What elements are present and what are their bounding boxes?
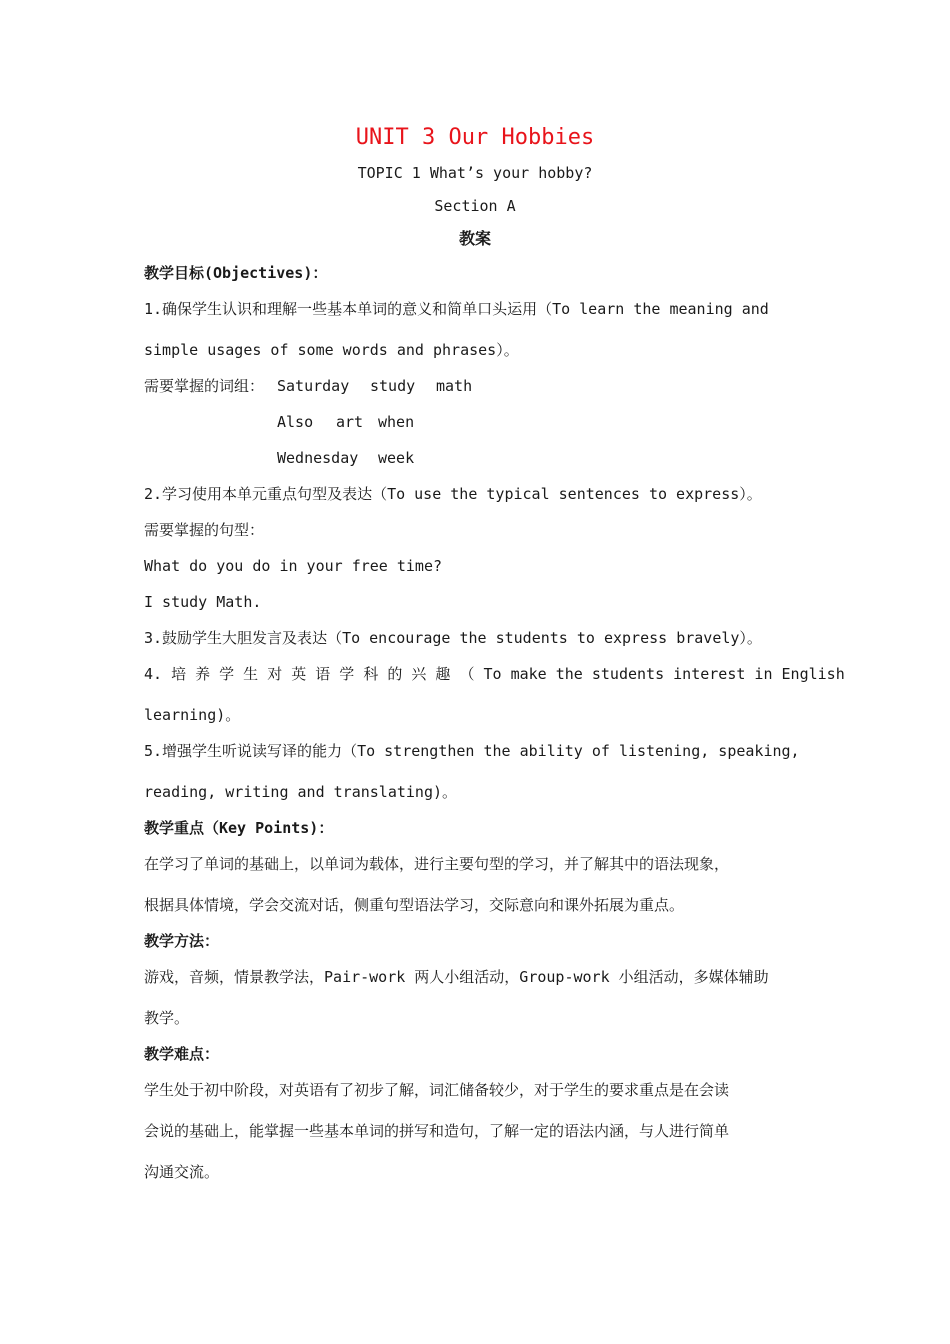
lesson-plan-label: 教案 xyxy=(458,229,491,248)
objective-5-line-2: reading, writing and translating)。 xyxy=(144,783,458,801)
key-points-heading: 教学重点（Key Points)： xyxy=(144,819,334,837)
objective-2: 2.学习使用本单元重点句型及表达（To use the typical sentences to express）。 xyxy=(144,485,762,503)
vocab-word: Wednesday xyxy=(277,449,359,467)
difficulties-line-1: 学生处于初中阶段，对英语有了初步了解，词汇储备较少，对于学生的要求重点是在会读 xyxy=(144,1081,730,1099)
objective-1-line-1: 1.确保学生认识和理解一些基本单词的意义和简单口头运用（To learn the meaning and xyxy=(144,300,769,318)
vocab-word: study xyxy=(370,377,416,395)
difficulties-line-2: 会说的基础上，能掌握一些基本单词的拼写和造句，了解一定的语法内涵，与人进行简单 xyxy=(144,1122,730,1140)
topic-title: TOPIC 1 What’s your hobby? xyxy=(357,164,593,182)
objective-4-line-1: 4. 培 养 学 生 对 英 语 学 科 的 兴 趣 （ To make the students interest in English xyxy=(144,665,845,683)
vocab-word: when xyxy=(378,413,415,431)
key-points-line-1: 在学习了单词的基础上，以单词为载体，进行主要句型的学习，并了解其中的语法现象， xyxy=(144,855,730,873)
vocab-word: Also xyxy=(277,413,314,431)
objective-5-line-1: 5.增强学生听说读写译的能力（To strengthen the ability of listening, speaking, xyxy=(144,742,800,760)
vocab-word: art xyxy=(336,413,364,431)
vocab-label: 需要掌握的词组： xyxy=(144,377,265,395)
unit-title: UNIT 3 Our Hobbies xyxy=(355,125,595,150)
vocab-word: Saturday xyxy=(277,377,350,395)
methods-line-1: 游戏，音频，情景教学法，Pair-work 两人小组活动，Group-work 小组活动，多媒体辅助 xyxy=(144,968,769,986)
sentence-1: What do you do in your free time? xyxy=(144,557,443,575)
vocab-word: math xyxy=(436,377,473,395)
objectives-heading: 教学目标(Objectives)： xyxy=(144,264,328,282)
sentence-2: I study Math. xyxy=(144,593,262,611)
objective-4-line-2: learning)。 xyxy=(144,706,241,724)
key-points-line-2: 根据具体情境，学会交流对话，侧重句型语法学习，交际意向和课外拓展为重点。 xyxy=(144,896,685,914)
difficulties-heading: 教学难点： xyxy=(144,1045,220,1063)
sentence-label: 需要掌握的句型： xyxy=(144,521,265,539)
section-title: Section A xyxy=(434,197,516,215)
objective-1-line-2: simple usages of some words and phrases）。 xyxy=(144,341,519,359)
methods-heading: 教学方法： xyxy=(144,932,220,950)
difficulties-line-3: 沟通交流。 xyxy=(144,1163,220,1181)
objective-3: 3.鼓励学生大胆发言及表达（To encourage the students to express bravely）。 xyxy=(144,629,762,647)
methods-line-2: 教学。 xyxy=(144,1009,190,1027)
vocab-word: week xyxy=(378,449,415,467)
